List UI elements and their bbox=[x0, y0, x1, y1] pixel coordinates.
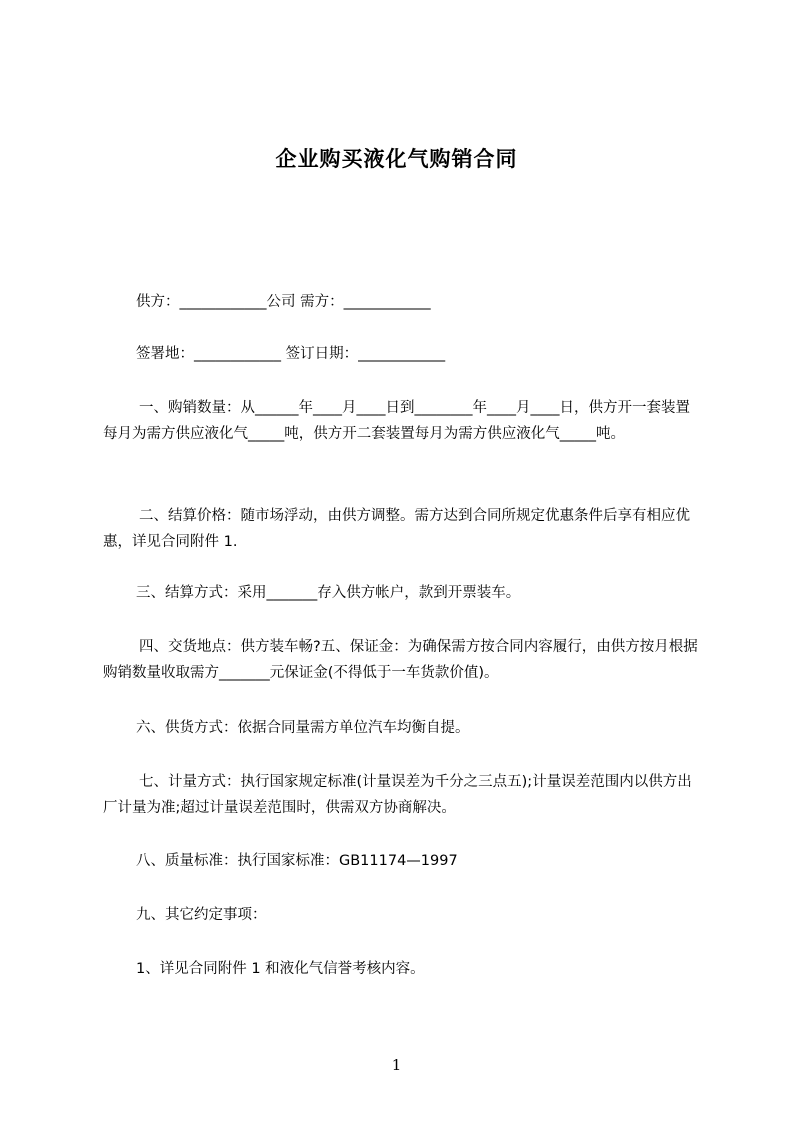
signing-line: 签署地：____________ 签订日期：____________ bbox=[136, 346, 446, 362]
clause-quality: 八、质量标准：执行国家标准：GB11174—1997 bbox=[136, 853, 458, 869]
clause-other: 九、其它约定事项： bbox=[136, 907, 267, 923]
clause-settlement: 三、结算方式：采用_______存入供方帐户，款到开票装车。 bbox=[136, 585, 521, 601]
party-line: 供方：____________公司 需方：____________ bbox=[136, 294, 431, 310]
clause-delivery-deposit: 四、交货地点：供方装车畅?五、保证金：为确保需方按合同内容履行，由供方按月根据购销数量收取需方_______元保证金(不得低于一车货款价值)。 bbox=[103, 639, 698, 681]
page-number: 1 bbox=[391, 1056, 402, 1074]
clause-other-item-1: 1、详见合同附件 1 和液化气信誉考核内容。 bbox=[136, 961, 425, 977]
clause-supply-method: 六、供货方式：依据合同量需方单位汽车均衡自提。 bbox=[136, 720, 470, 736]
document-title: 企业购买液化气购销合同 bbox=[275, 147, 518, 171]
clause-price: 二、结算价格：随市场浮动，由供方调整。需方达到合同所规定优惠条件后享有相应优惠，详见合同附件 1. bbox=[103, 508, 690, 550]
clause-measurement: 七、计量方式：执行国家规定标准(计量误差为千分之三点五);计量误差范围内以供方出厂计量为准;超过计量误差范围时，供需双方协商解决。 bbox=[103, 774, 692, 816]
clause-quantity: 一、购销数量：从______年____月____日到________年____月____日，供方开一套装置每月为需方供应液化气_____吨，供方开二套装置每月为需方供应液化气_____吨。 bbox=[103, 400, 690, 442]
